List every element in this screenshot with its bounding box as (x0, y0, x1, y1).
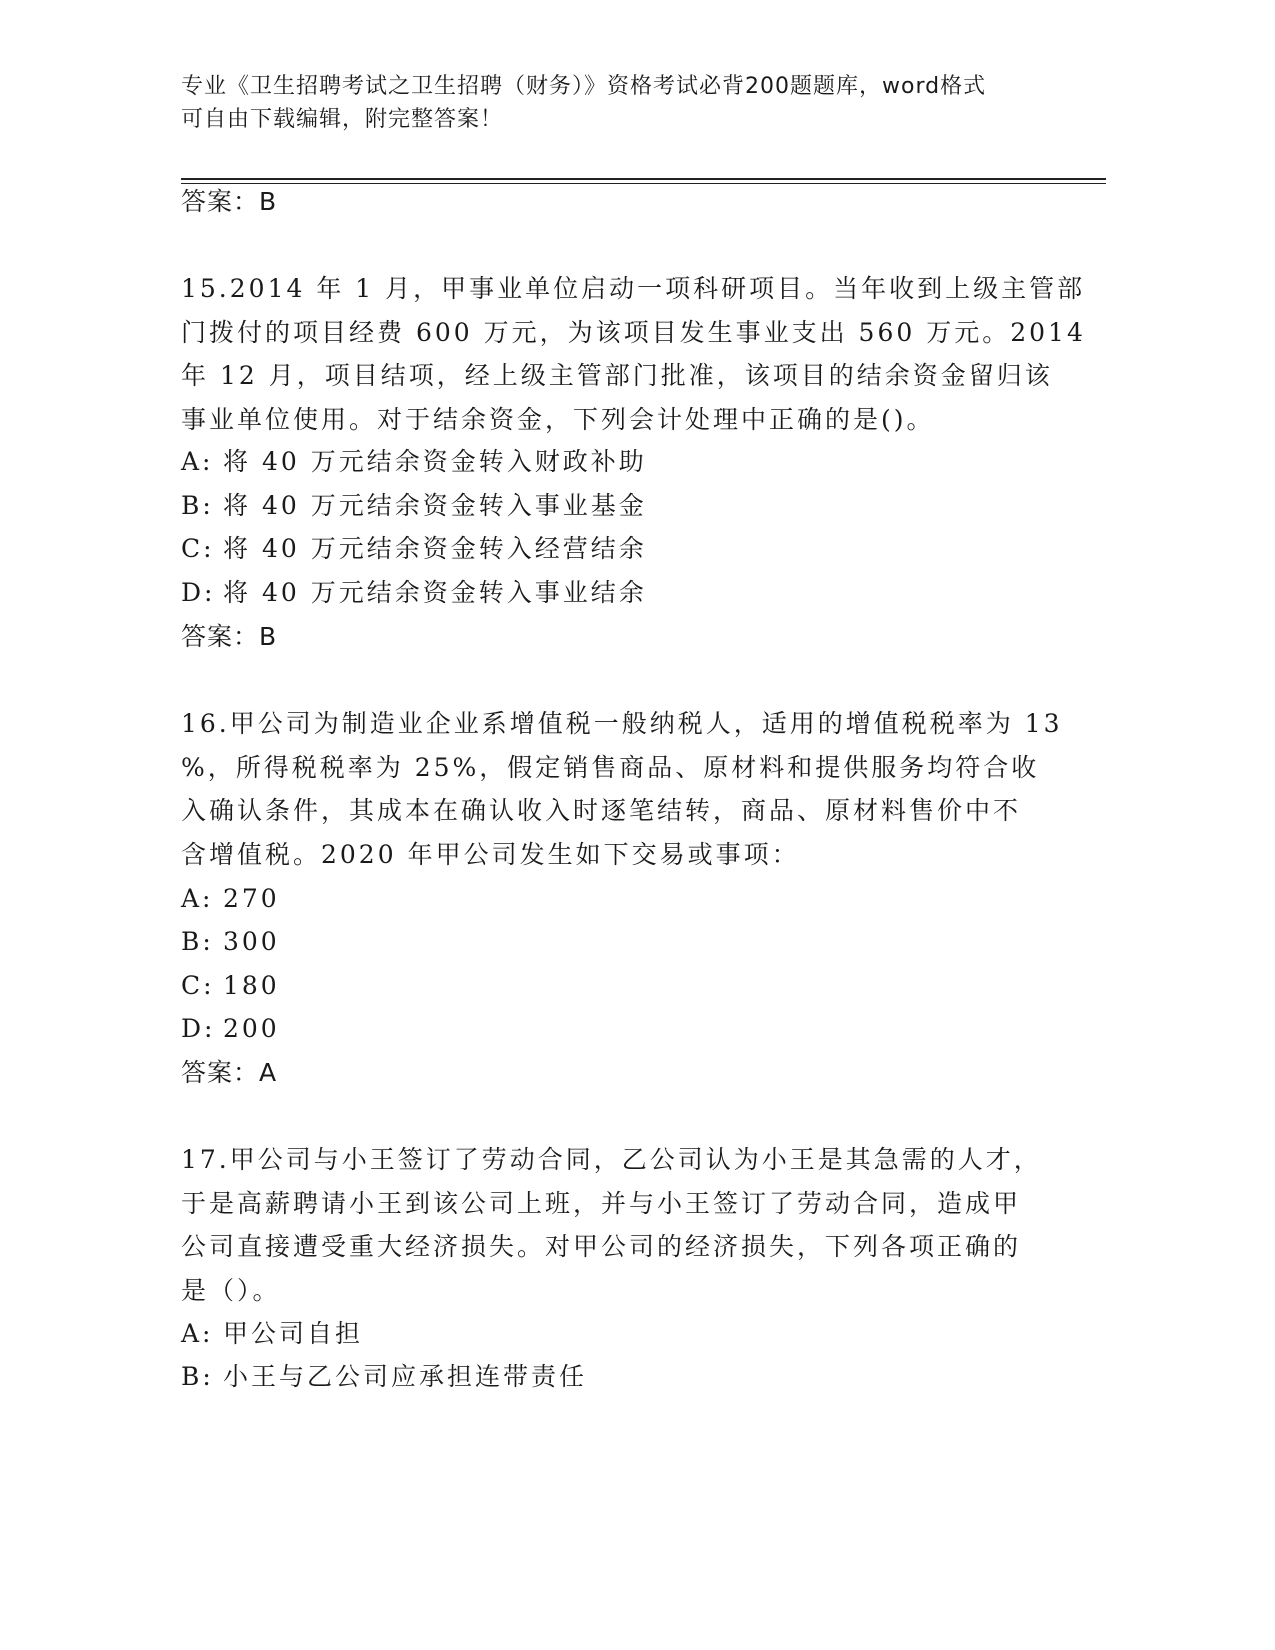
option-key: D: (181, 1014, 216, 1043)
question-16-option-b (181, 922, 280, 962)
option-key: C: (181, 971, 215, 1000)
option-key: B: (181, 491, 214, 520)
question-15-line-4: 事业单位使用。对于结余资金，下列会计处理中正确的是()。 (181, 404, 935, 434)
question-17-line-4: 是（）。 (181, 1275, 281, 1305)
option-key: A: (181, 447, 214, 476)
question-17-option-b (181, 1357, 587, 1397)
question-16-line-2: %，所得税税率为 25%，假定销售商品、原材料和提供服务均符合收 (181, 752, 1040, 782)
question-15-line-2: 门拨付的项目经费 600 万元，为该项目发生事业支出 560 万元。2014 (181, 317, 1086, 347)
document-header (181, 70, 1061, 136)
option-text: 将 40 万元结余资金转入事业基金 (223, 491, 647, 520)
question-17-line-2: 于是高薪聘请小王到该公司上班，并与小王签订了劳动合同，造成甲 (181, 1188, 1022, 1218)
question-16-answer: 答案：A (181, 1058, 278, 1087)
option-text: 将 40 万元结余资金转入财政补助 (223, 447, 647, 476)
option-text: 小王与乙公司应承担连带责任 (223, 1362, 588, 1391)
option-text: 200 (223, 1014, 280, 1043)
header-divider-thick (181, 178, 1106, 180)
question-17-line-3: 公司直接遭受重大经济损失。对甲公司的经济损失，下列各项正确的 (181, 1232, 1022, 1262)
question-16-option-c (181, 966, 280, 1006)
option-key: A: (181, 884, 214, 913)
question-15-option-a (181, 442, 647, 482)
question-16-line-3: 入确认条件，其成本在确认收入时逐笔结转，商品、原材料售价中不 (181, 796, 1022, 826)
option-text: 300 (223, 927, 280, 956)
header-title-line-1: 专业《卫生招聘考试之卫生招聘（财务）》资格考试必背200题题库，word格式 (181, 74, 987, 99)
question-16-line-1: 16.甲公司为制造业企业系增值税一般纳税人，适用的增值税税率为 13 (181, 709, 1063, 738)
question-16 (181, 702, 1063, 876)
option-key: D: (181, 578, 216, 607)
question-17 (181, 1138, 1041, 1312)
question-15-option-c (181, 529, 647, 569)
header-divider-thin (181, 183, 1106, 184)
question-16-option-a (181, 879, 280, 919)
option-text: 270 (223, 884, 280, 913)
answer-previous: 答案：B (181, 187, 278, 216)
option-text: 将 40 万元结余资金转入经营结余 (223, 534, 647, 563)
question-17-option-a (181, 1314, 363, 1354)
option-key: B: (181, 927, 214, 956)
header-title-line-2: 可自由下载编辑，附完整答案！ (181, 107, 504, 132)
question-15-answer: 答案：B (181, 622, 278, 651)
question-17-line-1: 17.甲公司与小王签订了劳动合同，乙公司认为小王是其急需的人才， (181, 1145, 1042, 1174)
option-text: 180 (223, 971, 280, 1000)
option-key: A: (181, 1319, 214, 1348)
question-15 (181, 267, 1086, 441)
question-15-option-b (181, 486, 647, 526)
option-text: 甲公司自担 (223, 1319, 364, 1348)
question-15-line-1: 15.2014 年 1 月，甲事业单位启动一项科研项目。当年收到上级主管部 (181, 274, 1086, 303)
question-16-option-d (181, 1009, 280, 1049)
option-text: 将 40 万元结余资金转入事业结余 (223, 578, 647, 607)
option-key: B: (181, 1362, 214, 1391)
option-key: C: (181, 534, 215, 563)
question-15-option-d (181, 573, 647, 613)
question-15-line-3: 年 12 月，项目结项，经上级主管部门批准，该项目的结余资金留归该 (181, 361, 1053, 391)
question-16-line-4: 含增值税。2020 年甲公司发生如下交易或事项： (181, 839, 800, 869)
